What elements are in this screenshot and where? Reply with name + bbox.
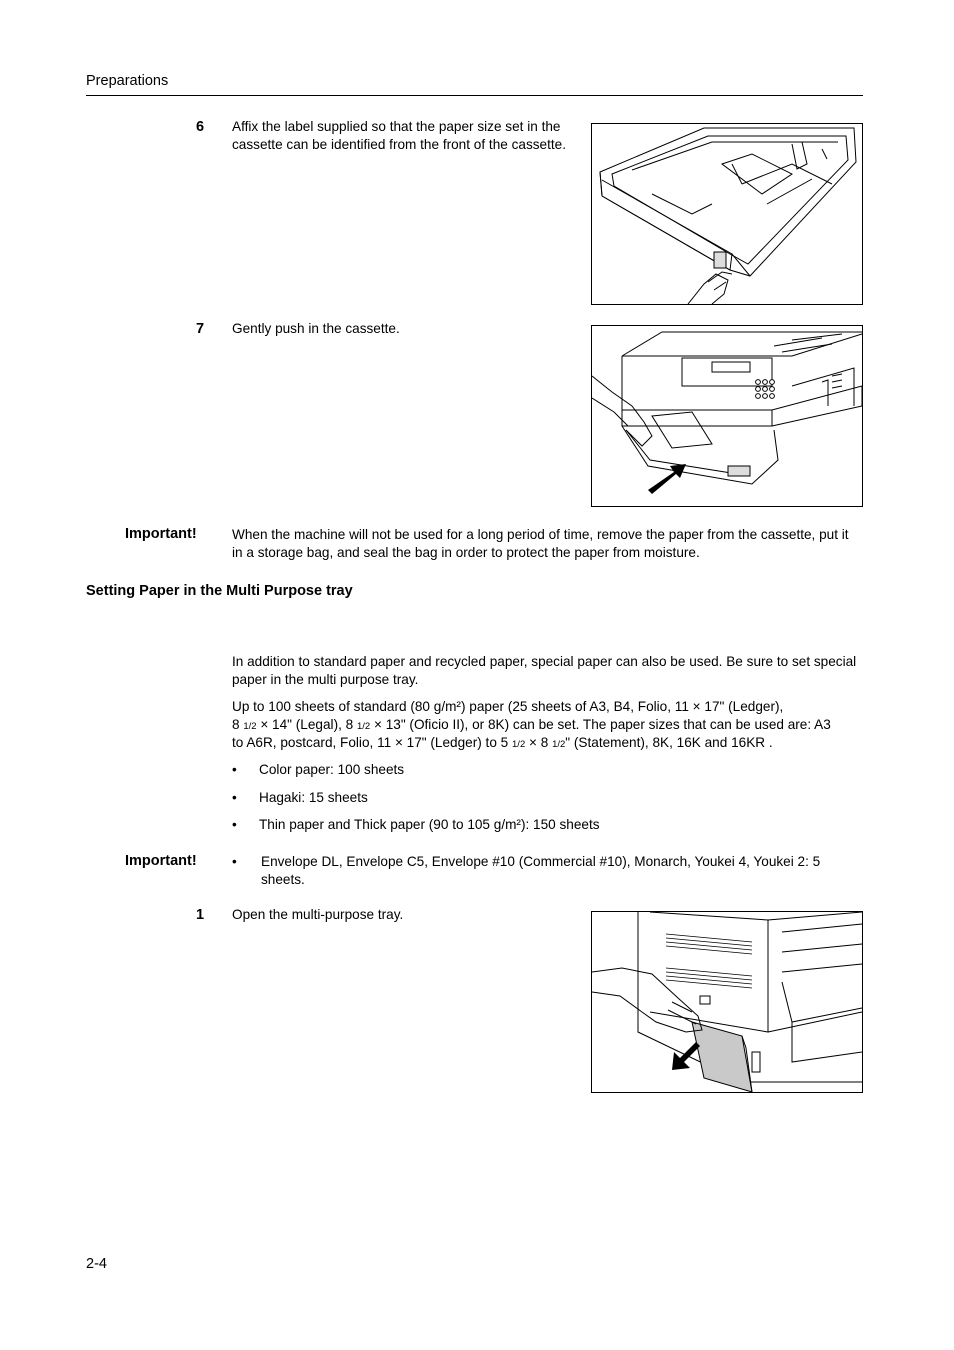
- para2-text-c3: " (Statement), 8K, 16K and 16KR .: [565, 735, 773, 750]
- list-item: [232, 761, 862, 779]
- section-paragraph-2-line-1: Up to 100 sheets of standard (80 g/m²) paper (25 sheets of A3, B4, Folio, 11 × 17" (Ledger),: [232, 699, 784, 714]
- fraction-half: 1/2: [243, 721, 257, 732]
- section-heading: Setting Paper in the Multi Purpose tray: [86, 583, 353, 599]
- cassette-illustration-icon: [592, 124, 862, 304]
- fraction-half: 1/2: [552, 739, 566, 750]
- important-text-1: When the machine will not be used for a long period of time, remove the paper from the cassette, put it in a storage bag, and seal the bag in order to protect the paper from moisture.: [232, 527, 849, 560]
- cassette-label-figure: [591, 123, 863, 305]
- important-text-2: Envelope DL, Envelope C5, Envelope #10 (Commercial #10), Monarch, Youkei 4, Youkei 2: 5 sheets.: [261, 854, 821, 887]
- step-7-number: 7: [196, 321, 205, 337]
- push-cassette-illustration-icon: [592, 326, 862, 506]
- list-item: [232, 789, 862, 807]
- para2-text-c1: to A6R, postcard, Folio, 11 × 17" (Ledger) to 5: [232, 735, 513, 750]
- bullet-icon: •: [232, 817, 237, 832]
- step-6-text: Affix the label supplied so that the paper size set in the cassette can be identified from the front of the cassette.: [232, 119, 566, 152]
- list-item-text: Color paper: 100 sheets: [259, 762, 405, 777]
- push-cassette-figure: [591, 325, 863, 507]
- para2-text-b3: × 13" (Oficio II), or 8K) can be set. The paper sizes that can be used are: A3: [370, 717, 831, 732]
- bullet-icon: •: [232, 790, 237, 805]
- page-number: 2-4: [86, 1256, 107, 1272]
- para2-text-b2: × 14" (Legal), 8: [256, 717, 357, 732]
- bullet-icon: •: [232, 762, 237, 777]
- list-item-text: Thin paper and Thick paper (90 to 105 g/m²): 150 sheets: [259, 817, 600, 832]
- important-label-1: Important!: [125, 526, 197, 542]
- fraction-half: 1/2: [356, 721, 371, 732]
- header-divider: [86, 95, 863, 96]
- section-paragraph-2-line-2: [232, 716, 831, 736]
- step-6-number: 6: [196, 119, 205, 135]
- bullet-icon: •: [232, 854, 237, 869]
- open-multipurpose-tray-illustration-icon: [592, 912, 862, 1092]
- open-tray-figure: [591, 911, 863, 1093]
- para2-text-c2: × 8: [525, 735, 553, 750]
- important-label-2: Important!: [125, 853, 197, 869]
- step-7-text: Gently push in the cassette.: [232, 321, 400, 336]
- fraction-half: 1/2: [512, 739, 526, 750]
- list-item: [232, 816, 862, 834]
- section-paragraph-1: In addition to standard paper and recycled paper, special paper can also be used. Be sure to set special paper in the multi purpose tray.: [232, 654, 857, 687]
- list-item-text: Hagaki: 15 sheets: [259, 790, 368, 805]
- para2-text-b1: 8: [232, 717, 244, 732]
- step-1-number: 1: [196, 907, 205, 923]
- running-header: Preparations: [86, 73, 169, 89]
- step-1-text: Open the multi-purpose tray.: [232, 907, 404, 922]
- section-paragraph-2-line-3: [232, 734, 773, 754]
